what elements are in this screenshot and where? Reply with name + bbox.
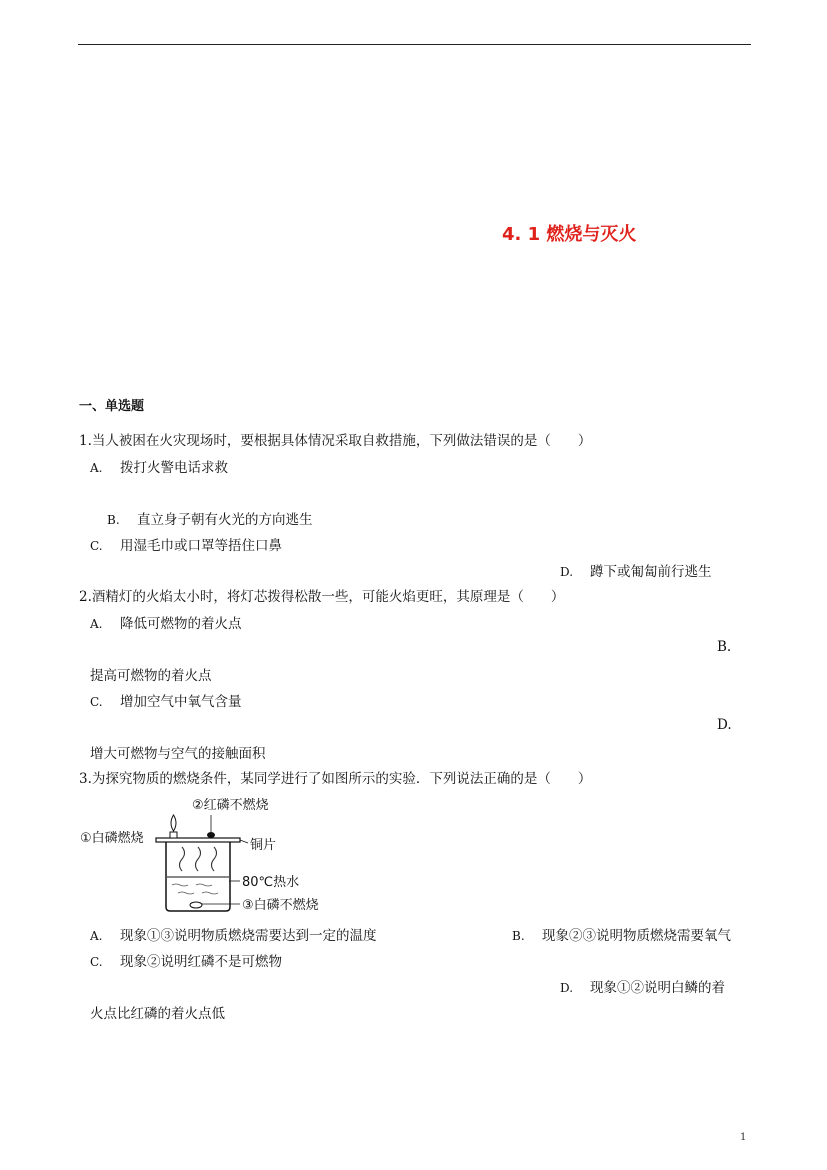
question-1-option-c[interactable] — [90, 534, 282, 554]
question-2-stem: 2.酒精灯的火焰太小时，将灯芯拨得松散一些，可能火焰更旺，其原理是（ ） — [79, 589, 565, 605]
question-3-option-b[interactable] — [512, 924, 731, 944]
question-2-option-b-letter[interactable]: B. — [717, 639, 732, 655]
section-heading: 一、单选题 — [79, 399, 145, 414]
copper-plate — [156, 838, 240, 842]
question-2-option-d-letter[interactable]: D. — [717, 717, 732, 733]
combustion-experiment-figure — [78, 793, 340, 917]
question-1-option-b[interactable] — [107, 508, 313, 528]
question-1-option-d[interactable] — [560, 560, 712, 580]
option-letter: D. — [560, 981, 574, 995]
option-letter: A. — [90, 617, 103, 631]
option-text: 直立身子朝有火光的方向逃生 — [137, 512, 313, 528]
option-letter: C. — [90, 955, 103, 969]
page-number: 1 — [740, 1132, 747, 1143]
figure-label-1: ①白磷燃烧 — [80, 831, 144, 846]
question-2-option-d-text[interactable]: 增大可燃物与空气的接触面积 — [90, 746, 266, 762]
option-text: 用湿毛巾或口罩等捂住口鼻 — [120, 538, 282, 554]
option-text: 现象①③说明物质燃烧需要达到一定的温度 — [120, 928, 377, 944]
water-ripples — [172, 884, 218, 894]
option-text: 降低可燃物的着火点 — [120, 616, 242, 632]
question-1-stem: 1.当人被困在火灾现场时，要根据具体情况采取自救措施，下列做法错误的是（ ） — [79, 433, 592, 449]
question-3-option-d-continued: 火点比红磷的着火点低 — [90, 1006, 225, 1022]
white-phosphorus-water — [190, 902, 202, 908]
option-letter: B. — [107, 513, 120, 527]
option-text: 蹲下或匍匐前行逃生 — [590, 564, 712, 580]
figure-label-3: 铜片 — [250, 838, 277, 853]
question-1-option-a[interactable] — [90, 456, 228, 476]
flame-icon — [171, 815, 176, 831]
option-text: 现象②说明红磷不是可燃物 — [120, 954, 282, 970]
red-phosphorus — [207, 832, 215, 838]
option-letter: C. — [90, 539, 103, 553]
question-3-option-a[interactable] — [90, 924, 377, 944]
question-3-stem: 3.为探究物质的燃烧条件，某同学进行了如图所示的实验．下列说法正确的是（ ） — [79, 771, 592, 787]
option-letter: C. — [90, 695, 103, 709]
question-2-option-b-text[interactable]: 提高可燃物的着火点 — [90, 668, 212, 684]
page-title: 4. 1 燃烧与灭火 — [502, 224, 637, 245]
question-2-option-c[interactable] — [90, 690, 242, 710]
header-rule — [78, 44, 751, 45]
option-text: 增加空气中氧气含量 — [120, 694, 242, 710]
option-text: 现象②③说明物质燃烧需要氧气 — [542, 928, 731, 944]
option-letter: A. — [90, 461, 103, 475]
question-3-option-c[interactable] — [90, 950, 282, 970]
option-letter: D. — [560, 565, 574, 579]
white-phosphorus-plate — [170, 832, 177, 838]
question-2-option-a[interactable] — [90, 612, 242, 632]
figure-label-4: 80℃热水 — [242, 875, 300, 890]
option-text: 拨打火警电话求救 — [120, 460, 228, 476]
option-letter: A. — [90, 929, 103, 943]
option-text: 现象①②说明白鳞的着 — [590, 980, 725, 996]
option-letter: B. — [512, 929, 525, 943]
figure-label-2: ②红磷不燃烧 — [192, 798, 269, 813]
figure-label-5: ③白磷不燃烧 — [242, 898, 319, 913]
question-3-option-d[interactable] — [560, 976, 725, 996]
steam-lines — [180, 847, 217, 871]
